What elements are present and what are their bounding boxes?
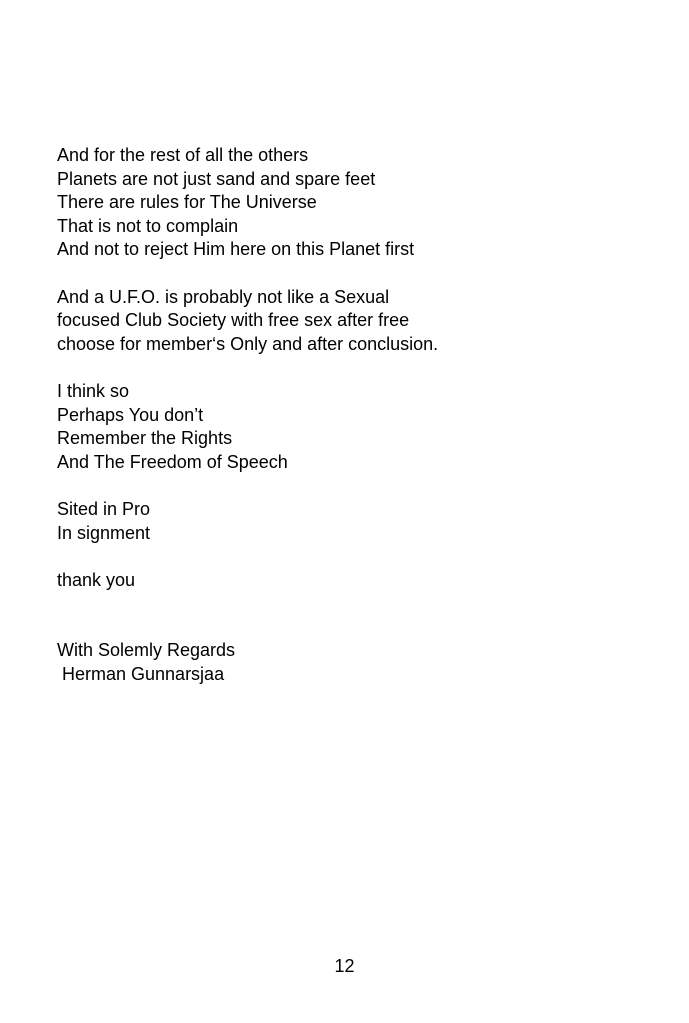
stanza-2 xyxy=(57,286,657,357)
text-line: And for the rest of all the others xyxy=(57,145,309,165)
text-line: Sited in Pro xyxy=(57,498,151,519)
text-line: And not to reject Him here on this Planet first xyxy=(57,239,415,260)
text-line: I think so xyxy=(57,380,130,401)
page-number: 12 xyxy=(334,956,355,976)
text-line: Planets are not just sand and spare feet xyxy=(57,168,376,189)
signature-block xyxy=(57,639,657,686)
text-line: And a U.F.O. is probably not like a Sexual xyxy=(57,286,390,307)
text-line: That is not to complain xyxy=(57,215,239,236)
stanza-3 xyxy=(57,380,657,474)
text-line: Remember the Rights xyxy=(57,428,233,449)
text-line: thank you xyxy=(57,569,136,590)
text-line: Perhaps You don’t xyxy=(57,404,204,425)
text-line: And The Freedom of Speech xyxy=(57,451,288,472)
text-line: focused Club Society with free sex after free xyxy=(57,310,410,331)
closing-line: With Solemly Regards xyxy=(57,640,236,661)
text-line: choose for member‘s Only and after conclusion. xyxy=(57,333,439,354)
text-line: There are rules for The Universe xyxy=(57,192,317,213)
stanza-5 xyxy=(57,569,657,593)
stanza-1 xyxy=(57,144,657,262)
stanza-4 xyxy=(57,498,657,545)
document-body xyxy=(57,144,657,710)
text-line: In signment xyxy=(57,522,151,543)
signature-name: Herman Gunnarsjaa xyxy=(57,663,225,684)
